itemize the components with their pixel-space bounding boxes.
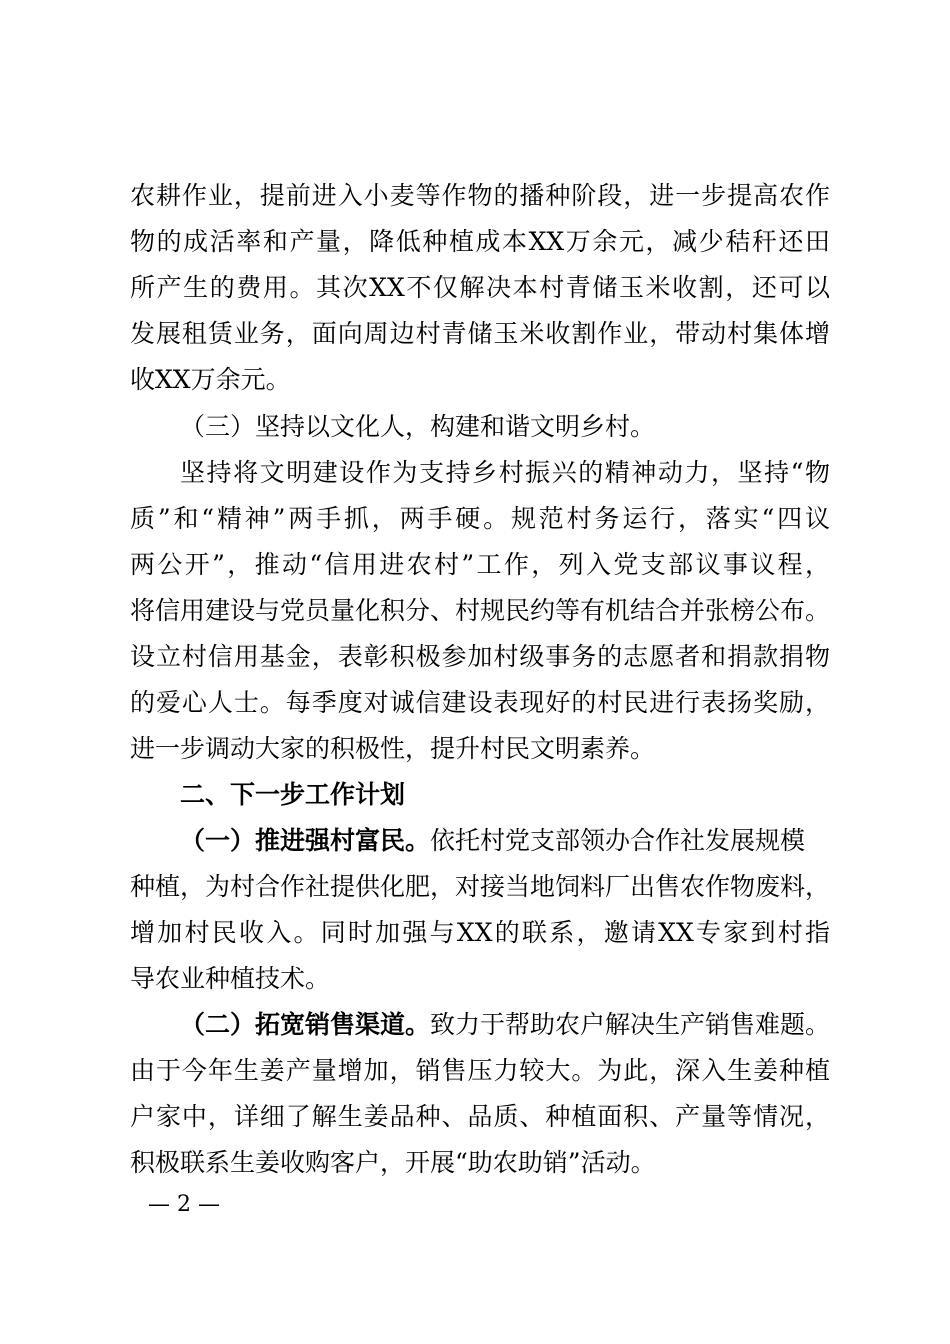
body-line: 积极联系生姜收购客户，开展“助农助销”活动。: [130, 1148, 656, 1177]
body-line: 将信用建设与党员量化积分、村规民约等有机结合并张榜公布。: [130, 596, 830, 625]
body-line: 农耕作业，提前进入小麦等作物的播种阶段，进一步提高农作: [130, 181, 830, 210]
body-line: 设立村信用基金，表彰积极参加村级事务的志愿者和捐款捐物: [130, 642, 830, 671]
body-line: 的爱心人士。每季度对诚信建设表现好的村民进行表扬奖励，: [130, 688, 830, 717]
item-text: 依托村党支部领办合作社发展规模: [430, 826, 806, 855]
body-line: 种植，为村合作社提供化肥，对接当地饲料厂出售农作物废料，: [130, 872, 830, 901]
body-line: 收XX万余元。: [130, 365, 291, 394]
subsection-heading: （三）坚持以文化人，构建和谐文明乡村。: [180, 412, 656, 441]
item-text: 致力于帮助农户解决生产销售难题。: [430, 1010, 830, 1039]
item-heading: （一）推进强村富民。: [180, 826, 431, 855]
body-line: 所产生的费用。其次XX不仅解决本村青储玉米收割，还可以: [130, 273, 830, 302]
body-line: 进一步调动大家的积极性，提升村民文明素养。: [130, 734, 656, 763]
section-heading: 二、下一步工作计划: [180, 780, 406, 809]
body-line: 户家中，详细了解生姜品种、品质、种植面积、产量等情况，: [130, 1102, 830, 1131]
body-line-mixed: [180, 1005, 830, 1045]
body-line: 由于今年生姜产量增加，销售压力较大。为此，深入生姜种植: [130, 1056, 830, 1085]
item-heading: （二）拓宽销售渠道。: [180, 1010, 431, 1039]
body-line: 增加村民收入。同时加强与XX的联系，邀请XX专家到村指: [130, 918, 830, 947]
body-line: 物的成活率和产量，降低种植成本XX万余元，减少秸秆还田: [130, 227, 830, 256]
body-line: 坚持将文明建设作为支持乡村振兴的精神动力，坚持“物: [180, 458, 830, 487]
body-line: 两公开”，推动“信用进农村”工作，列入党支部议事议程，: [130, 550, 830, 579]
body-line-mixed: [180, 821, 830, 861]
body-line: 发展租赁业务，面向周边村青储玉米收割作业，带动村集体增: [130, 319, 830, 348]
page-number: — 2 —: [148, 1192, 220, 1217]
body-line: 导农业种植技术。: [130, 964, 331, 993]
body-line: 质”和“精神”两手抓，两手硬。规范村务运行，落实“四议: [130, 504, 830, 533]
